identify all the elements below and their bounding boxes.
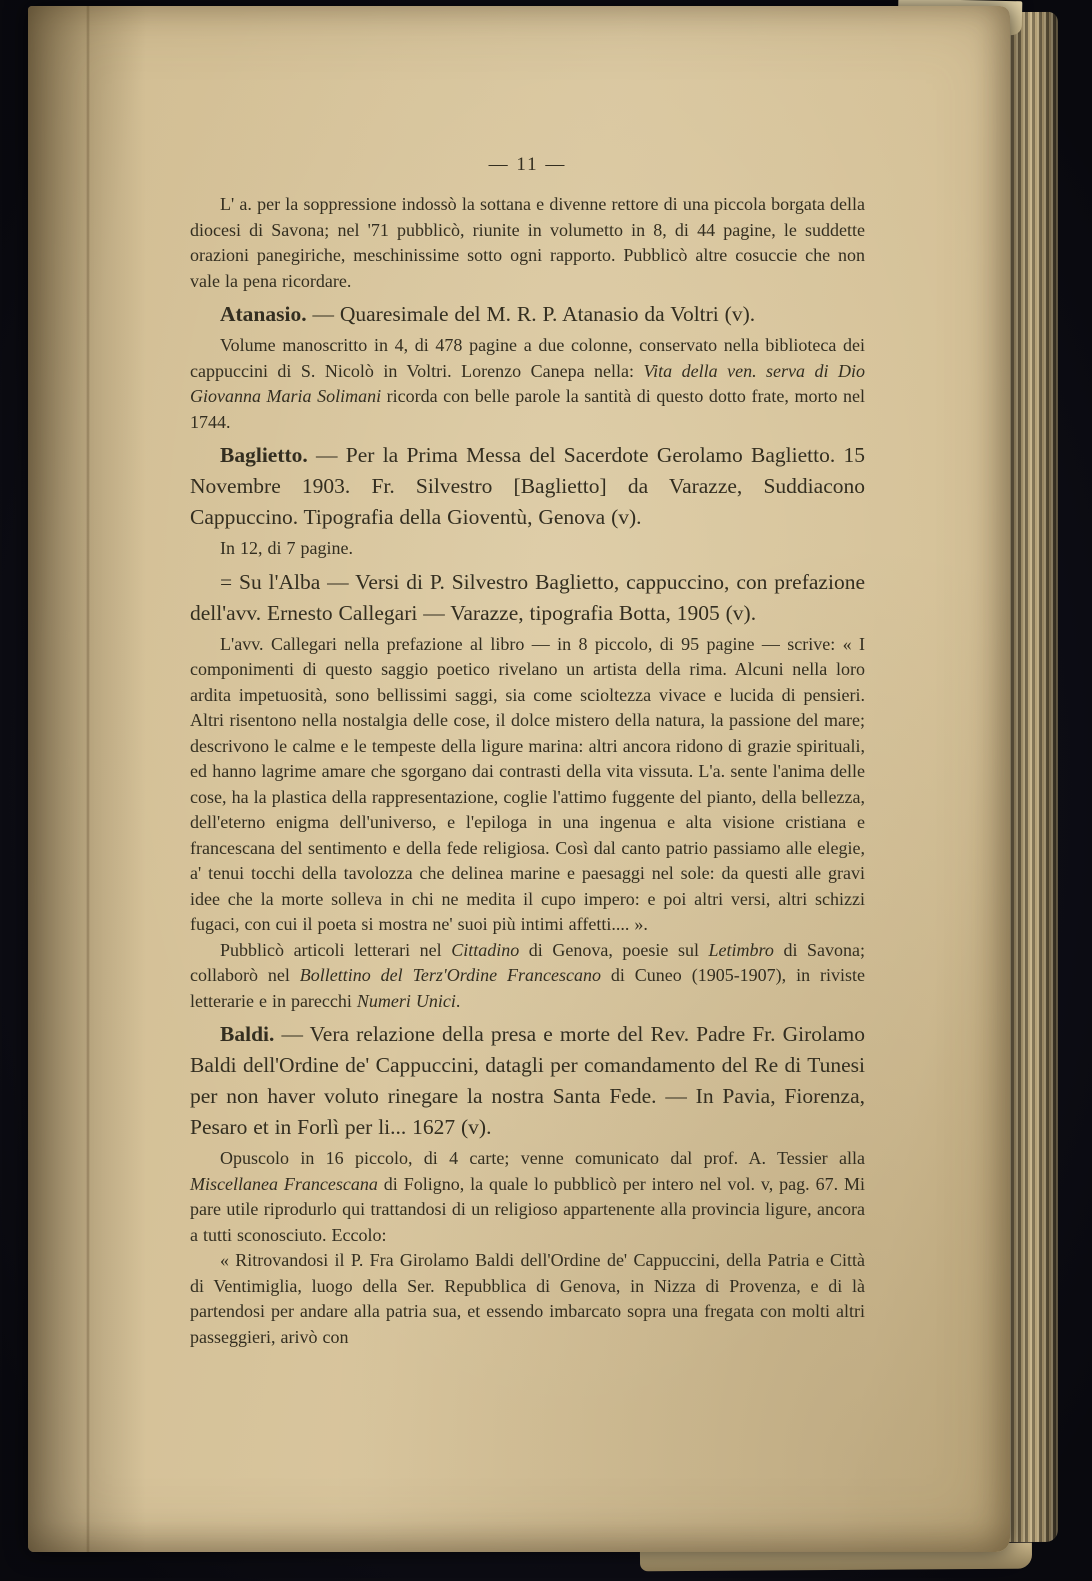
- body-text: « Ritrovandosi il P. Fra Girolamo Baldi dell'Ordine de' Cappuccini, della Patria e Città di Ventimiglia, luogo della Ser. Repubblica di Genova, in Nizza di Provenza, e di là partendosi per andare alla patria sua, et essendo imbarcato sopra una fregata con molti altri passeggieri, arivò con: [190, 1250, 865, 1347]
- body-text: Pubblicò articoli letterari nel: [220, 939, 452, 960]
- body-text: di Foligno, la quale lo pubblicò per intero nel vol. v, pag. 67. Mi pare utile riprodurlo qui trattandosi di un religioso appartenente alla provincia ligure, ancora a tutti sconosciuto. Eccolo:: [190, 1173, 865, 1245]
- entry-baldi-quote: [190, 1248, 865, 1350]
- body-text: — Quaresimale del M. R. P. Atanasio da Voltri (v).: [306, 302, 756, 326]
- body-text: di Genova, poesie sul: [519, 939, 709, 960]
- entry-baldi-note: [190, 1146, 865, 1248]
- page-crease: [86, 6, 90, 1552]
- body-text: — Vera relazione della presa e morte del Rev. Padre Fr. Girolamo Baldi dell'Ordine de' Cappuccini, datagli per comandamento del Re di Tunesi per non haver voluto rinegare la nostra Santa Fede. — In Pavia, Fiorenza, Pesaro et in Forlì per li... 1627 (v).: [190, 1022, 865, 1139]
- entry-baldi: [190, 1019, 865, 1143]
- body-text: L'avv. Callegari nella prefazione al libro — in 8 piccolo, di 95 pagine — scrive: « I componimenti di questo saggio poetico rivelano un artista della rima. Alcuni nella loro ardita impetuosità, sono bellissimi saggi, sia come scioltezza vivace e lucida di pensieri. Altri risentono nella nostalgia delle cose, il dolce mistero della natura, la passione del mare; descrivono le calme e le tempeste della ligure marina: altri ancora ridono di grazie spirituali, ed hanno lagrime amare che sgorgano dai contrasti della vita vissuta. L'a. sente l'anima delle cose, ha la plastica della rappresentazione, coglie l'attimo fuggente del pianto, della bellezza, dell'eterno enigma dell'universo, e l'epiloga in una ingenua e alta visione cristiana e francescana del sentimento e della fede religiosa. Così dal canto patrio passiamo alle elegie, a' tenui tocchi della tavolozza che delinea marine e paesaggi nel sole: da questi alle gravi idee che la morte solleva in chi ne medita il cupo impero: e poi altri versi, altri schizzi fugaci, con cui il poeta si mostra ne' suoi più intimi affetti.... ».: [190, 633, 865, 934]
- body-text: = Su l'Alba — Versi di P. Silvestro Baglietto, cappuccino, con prefazione dell'avv. Ernesto Callegari — Varazze, tipografia Botta, 1905 (v).: [190, 569, 865, 625]
- entry-heading-text: Baglietto.: [220, 443, 308, 467]
- italic-title-text: Vita della ven. serva di Dio Giovanna Maria Solimani: [190, 360, 865, 406]
- body-text: Opuscolo in 16 piccolo, di 4 carte; venne comunicato dal prof. A. Tessier alla: [220, 1148, 865, 1168]
- book-page: [28, 6, 1010, 1552]
- italic-title-text: Letimbro: [708, 939, 774, 960]
- page-number: — 11 —: [488, 154, 567, 175]
- body-text: — Per la Prima Messa del Sacerdote Gerolamo Baglietto. 15 Novembre 1903. Fr. Silvestro [Baglietto] da Varazze, Suddiacono Cappuccino. Tipografia della Gioventù, Genova (v).: [190, 443, 865, 529]
- body-text: In 12, di 7 pagine.: [220, 538, 353, 558]
- entry-heading-text: Baldi.: [220, 1022, 275, 1046]
- entry-atanasio-note: [190, 333, 865, 435]
- text-block: [190, 192, 865, 1350]
- entry-baglietto: [190, 440, 865, 533]
- entry-su-l-alba-bibliography: [190, 938, 865, 1015]
- body-text: ricorda con belle parole la santità di questo dotto frate, morto nel 1744.: [190, 386, 865, 432]
- body-text: di Savona; collaborò nel: [190, 939, 865, 985]
- italic-title-text: Miscellanea Francescana: [190, 1173, 378, 1194]
- italic-title-text: Cittadino: [451, 939, 520, 960]
- paragraph-continuation: [190, 192, 865, 294]
- body-text: di Cuneo (1905-1907), in riviste letterarie e in parecchi: [190, 965, 865, 1011]
- entry-su-l-alba-commentary: [190, 632, 865, 938]
- entry-atanasio: [190, 299, 865, 330]
- binding-gutter-shadow: [28, 6, 146, 1552]
- page-stack-edges: [1002, 12, 1058, 1542]
- italic-title-text: Numeri Unici: [356, 990, 456, 1011]
- body-text: Volume manoscritto in 4, di 478 pagine a due colonne, conservato nella biblioteca dei cappuccini di S. Nicolò in Voltri. Lorenzo Canepa nella:: [190, 335, 865, 381]
- body-text: .: [455, 990, 461, 1011]
- entry-heading-text: Atanasio.: [220, 302, 307, 326]
- entry-su-l-alba: [190, 567, 865, 629]
- page-content: [190, 154, 865, 1350]
- entry-baglietto-note: [190, 536, 865, 562]
- body-text: L' a. per la soppressione indossò la sottana e divenne rettore di una piccola borgata della diocesi di Savona; nel '71 pubblicò, riunite in volumetto in 8, di 44 pagine, le suddette orazioni panegiriche, meschinissime sotto ogni rapporto. Pubblicò altre cosuccie che non vale la pena ricordare.: [190, 194, 865, 291]
- italic-title-text: Bollettino del Terz'Ordine Francescano: [299, 965, 601, 985]
